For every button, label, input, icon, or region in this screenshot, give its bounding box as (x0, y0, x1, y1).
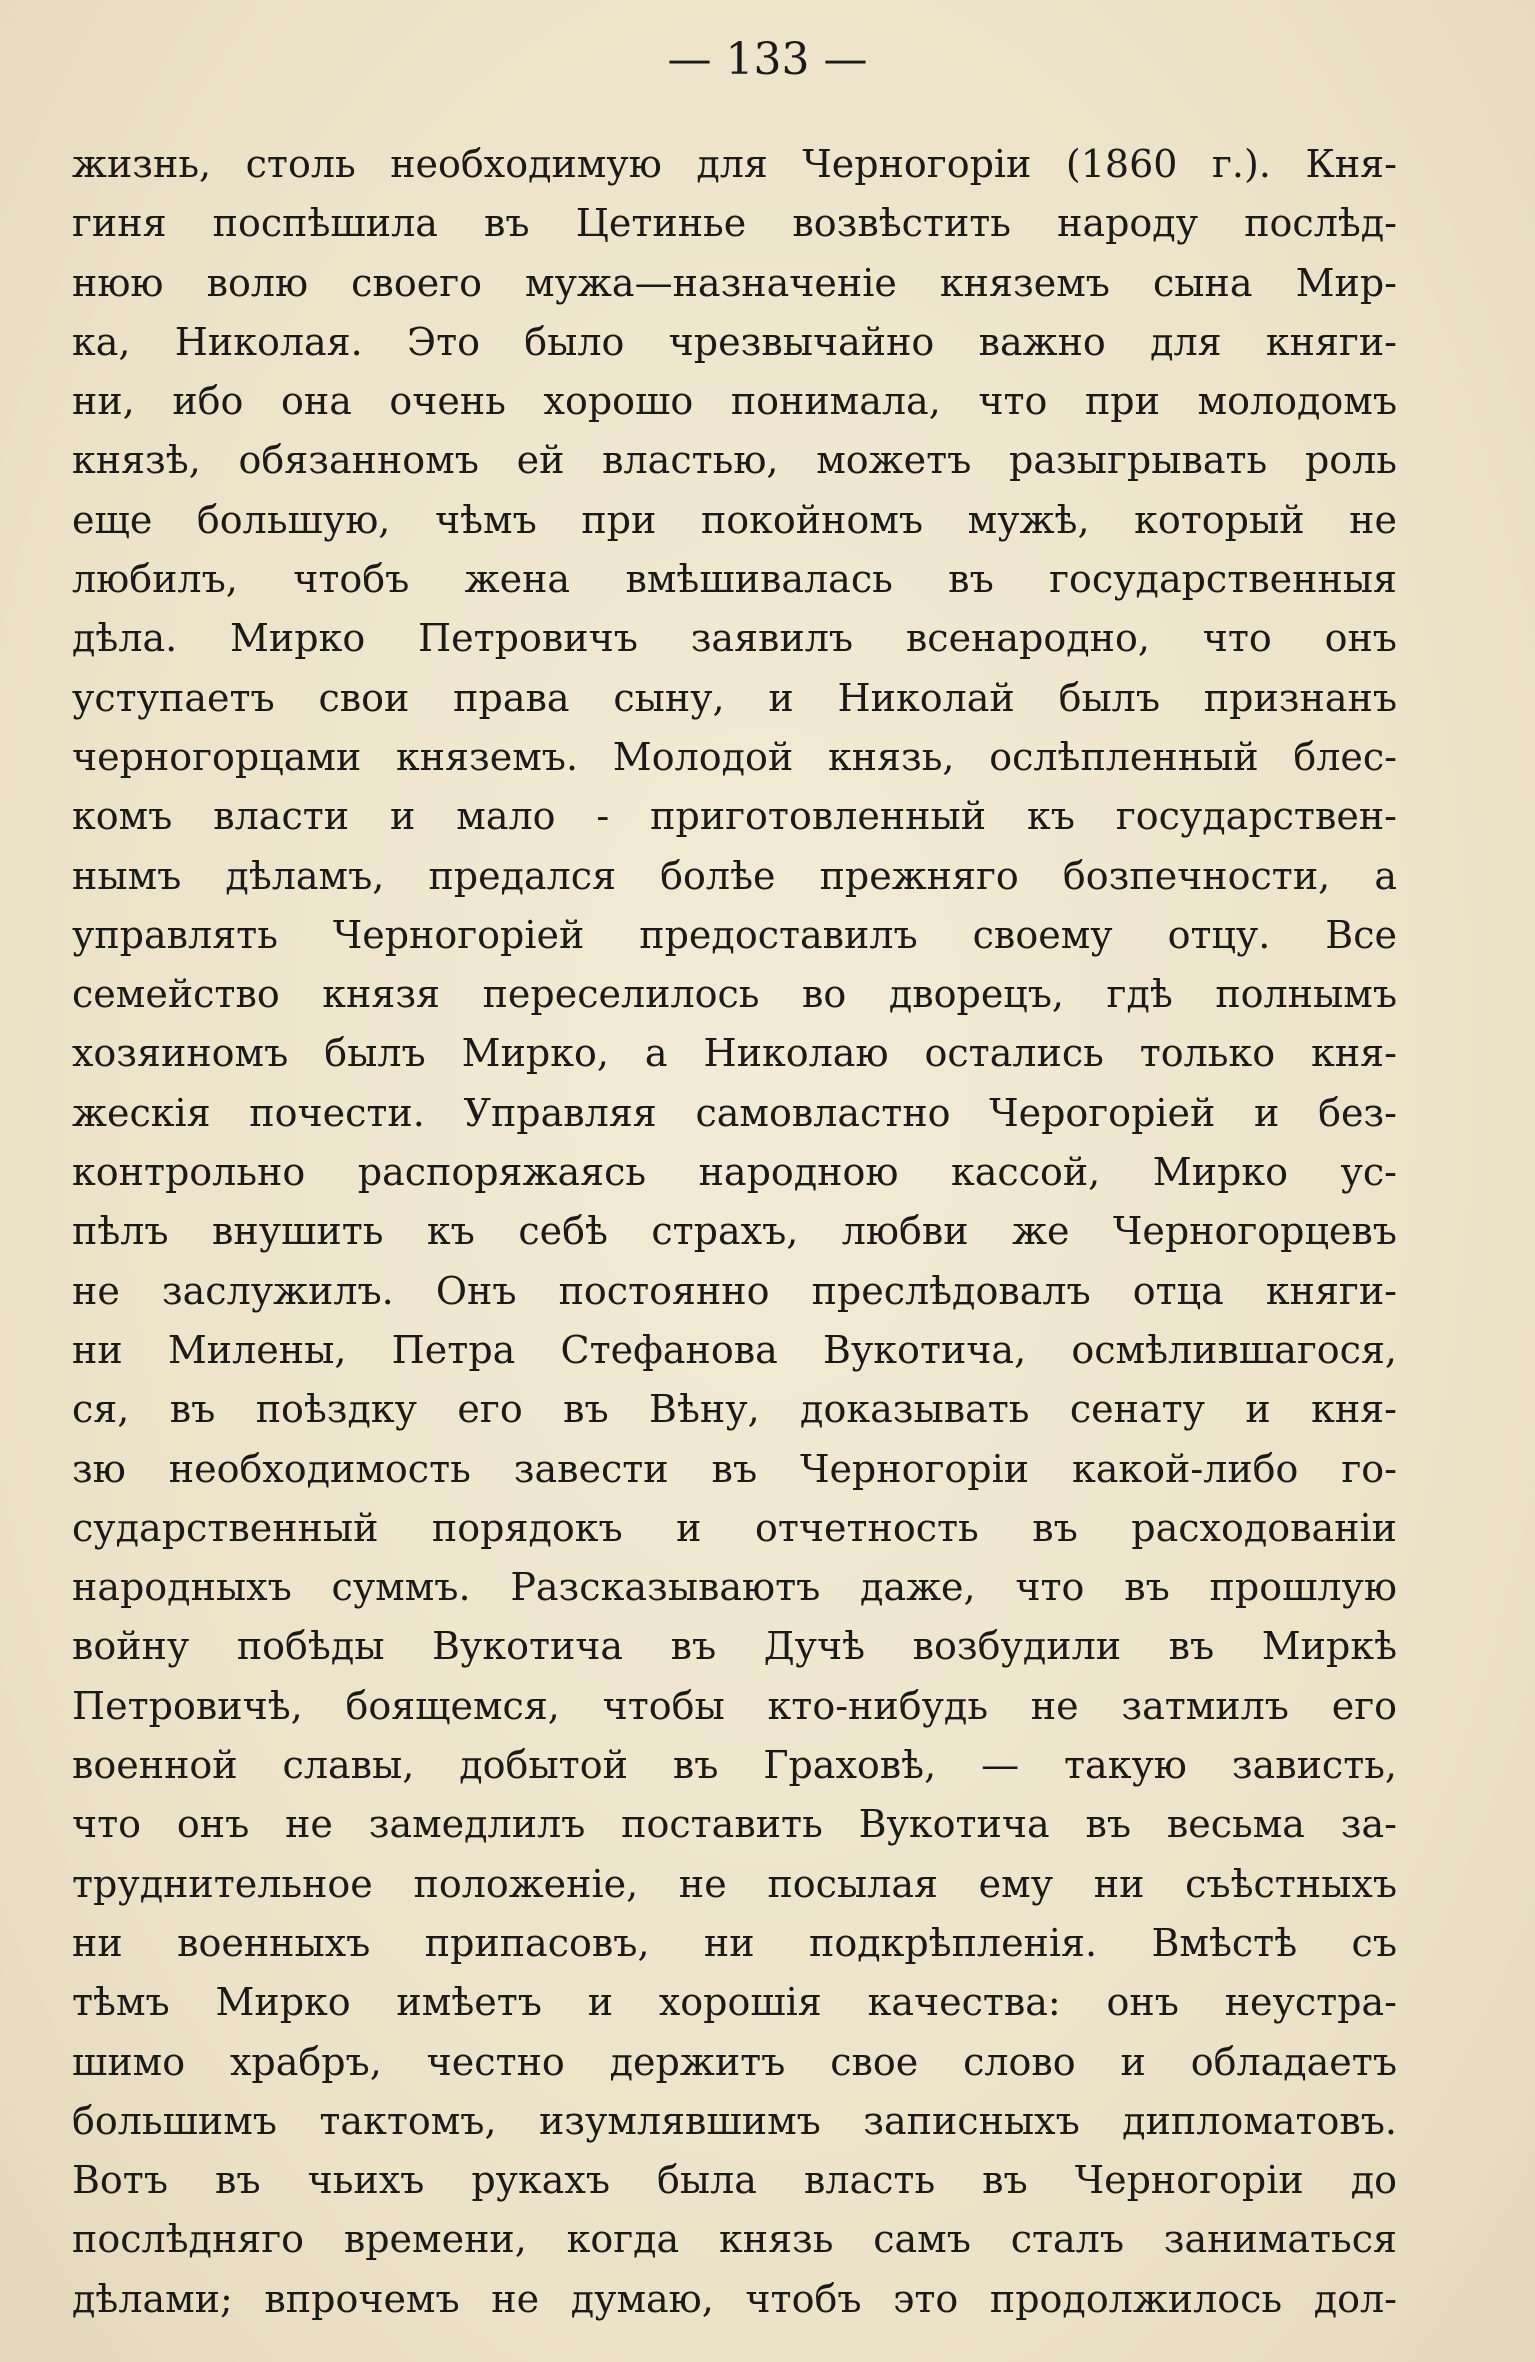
text-line: Вотъ въ чьихъ рукахъ была власть въ Черногоріи до (72, 2158, 1397, 2203)
text-line: жескія почести. Управляя самовластно Черогоріей и без- (72, 1090, 1397, 1135)
text-line: князѣ, обязанномъ ей властью, можетъ разыгрывать роль (72, 438, 1397, 483)
text-line: хозяиномъ былъ Мирко, а Николаю остались только кня- (72, 1031, 1397, 1076)
text-line: ся, въ поѣздку его въ Вѣну, доказывать сенату и кня- (72, 1387, 1397, 1432)
text-line: сударственный порядокъ и отчетность въ расходованіи (72, 1505, 1397, 1550)
page-number: — 133 — (667, 34, 868, 85)
text-line: послѣдняго времени, когда князь самъ сталъ заниматься (72, 2217, 1397, 2262)
text-line: нюю волю своего мужа—назначеніе княземъ сына Мир- (72, 260, 1397, 305)
text-line: семейство князя переселилось во дворецъ, гдѣ полнымъ (72, 972, 1397, 1017)
text-line: военной славы, добытой въ Граховѣ, — такую зависть, (72, 1743, 1397, 1788)
text-line: большимъ тактомъ, изумлявшимъ записныхъ дипломатовъ. (72, 2098, 1397, 2143)
text-line: нымъ дѣламъ, предался болѣе прежняго бозпечности, а (72, 853, 1397, 898)
text-line: шимо храбръ, честно держитъ свое слово и обладаетъ (72, 2039, 1397, 2084)
text-line: не заслужилъ. Онъ постоянно преслѣдовалъ отца княги- (72, 1268, 1397, 1313)
text-line: Петровичѣ, боящемся, чтобы кто-нибудь не затмилъ его (72, 1683, 1397, 1728)
text-line: зю необходимость завести въ Черногоріи какой-либо го- (72, 1446, 1397, 1491)
text-line: что онъ не замедлилъ поставить Вукотича въ весьма за- (72, 1802, 1397, 1847)
text-line: пѣлъ внушить къ себѣ страхъ, любви же Черногорцевъ (72, 1209, 1397, 1254)
text-line: тѣмъ Мирко имѣетъ и хорошія качества: онъ неустра- (72, 1980, 1397, 2025)
text-line: еще большую, чѣмъ при покойномъ мужѣ, который не (72, 497, 1397, 542)
text-line: уступаетъ свои права сыну, и Николай былъ признанъ (72, 675, 1397, 720)
text-line: ни военныхъ припасовъ, ни подкрѣпленія. Вмѣстѣ съ (72, 1920, 1397, 1965)
text-line: жизнь, столь необходимую для Черногоріи (1860 г.). Кня- (72, 142, 1397, 186)
text-line: труднительное положеніе, не посылая ему ни съѣстныхъ (72, 1861, 1397, 1906)
text-line: ка, Николая. Это было чрезвычайно важно для княги- (72, 319, 1397, 364)
text-line: дѣла. Мирко Петровичъ заявилъ всенародно, что онъ (72, 616, 1397, 661)
text-line: ни Милены, Петра Стефанова Вукотича, осмѣлившагося, (72, 1327, 1397, 1372)
text-line: войну побѣды Вукотича въ Дучѣ возбудили въ Миркѣ (72, 1624, 1397, 1669)
text-line: контрольно распоряжаясь народною кассой, Мирко ус- (72, 1150, 1397, 1195)
text-line: дѣлами; впрочемъ не думаю, чтобъ это продолжилось дол- (72, 2276, 1397, 2321)
text-line: комъ власти и мало - приготовленный къ государствен- (72, 794, 1397, 839)
text-line: гиня поспѣшила въ Цетинье возвѣстить народу послѣд- (72, 201, 1397, 246)
body-text (72, 135, 1397, 2329)
text-line: управлять Черногоріей предоставилъ своему отцу. Все (72, 912, 1397, 957)
text-line: народныхъ суммъ. Разсказываютъ даже, что въ прошлую (72, 1565, 1397, 1610)
text-line: любилъ, чтобъ жена вмѣшивалась въ государственныя (72, 557, 1397, 602)
text-line: ни, ибо она очень хорошо понимала, что при молодомъ (72, 379, 1397, 424)
text-line: черногорцами княземъ. Молодой князь, ослѣпленный блес- (72, 734, 1397, 779)
